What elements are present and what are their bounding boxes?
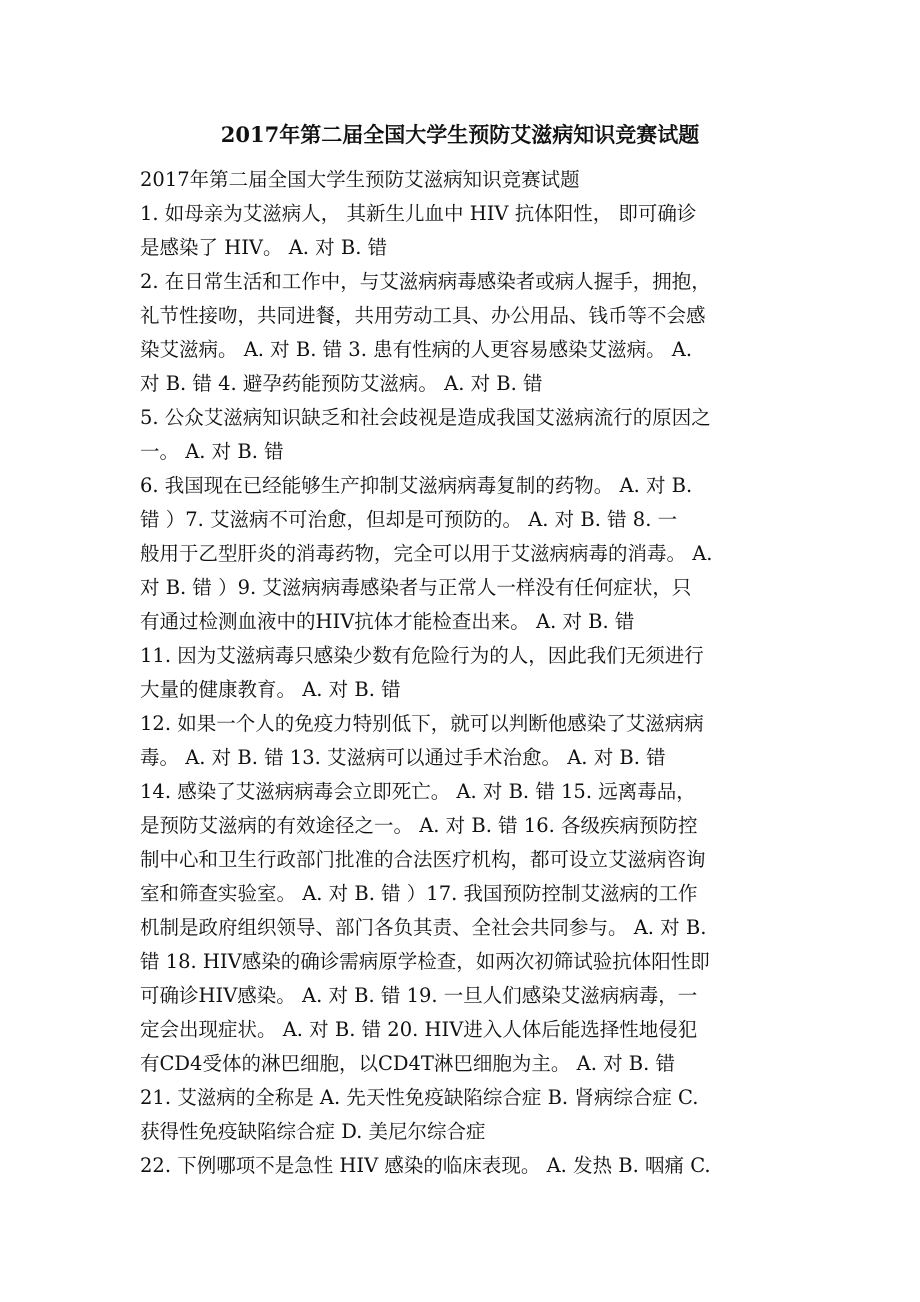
text-line: 14. 感染了艾滋病病毒会立即死亡。 A. 对 B. 错 15. 远离毒品， xyxy=(140,780,696,803)
text-line: 21. 艾滋病的全称是 A. 先天性免疫缺陷综合症 B. 肾病综合症 C. xyxy=(140,1086,699,1109)
text-line: 22. 下例哪项不是急性 HIV 感染的临床表现。 A. 发热 B. 咽痛 C. xyxy=(140,1154,711,1177)
text-line: 礼节性接吻，共同进餐，共用劳动工具、办公用品、钱币等不会感 xyxy=(140,304,706,327)
document-title: 2017年第二届全国大学生预防艾滋病知识竞赛试题 xyxy=(220,122,700,147)
text-line: 有CD4受体的淋巴细胞，以CD4T淋巴细胞为主。 A. 对 B. 错 xyxy=(140,1052,676,1075)
text-line: 是感染了 HIV。 A. 对 B. 错 xyxy=(140,236,388,259)
text-line: 般用于乙型肝炎的消毒药物，完全可以用于艾滋病病毒的消毒。 A. xyxy=(140,542,713,565)
text-line: 大量的健康教育。 A. 对 B. 错 xyxy=(140,678,401,701)
text-line: 一。 A. 对 B. 错 xyxy=(140,440,284,463)
text-line: 1. 如母亲为艾滋病人， 其新生儿血中 HIV 抗体阳性， 即可确诊 xyxy=(140,202,697,225)
text-line: 错 ）7. 艾滋病不可治愈，但却是可预防的。 A. 对 B. 错 8. 一 xyxy=(140,508,678,531)
text-line: 室和筛查实验室。 A. 对 B. 错 ）17. 我国预防控制艾滋病的工作 xyxy=(140,882,698,905)
text-line: 2. 在日常生活和工作中，与艾滋病病毒感染者或病人握手，拥抱， xyxy=(140,270,711,293)
text-line: 可确诊HIV感染。 A. 对 B. 错 19. 一旦人们感染艾滋病病毒，一 xyxy=(140,984,698,1007)
text-line: 毒。 A. 对 B. 错 13. 艾滋病可以通过手术治愈。 A. 对 B. 错 xyxy=(140,746,666,769)
text-line: 2017年第二届全国大学生预防艾滋病知识竞赛试题 xyxy=(140,168,580,191)
text-line: 对 B. 错 4. 避孕药能预防艾滋病。 A. 对 B. 错 xyxy=(140,372,543,395)
text-line: 12. 如果一个人的免疫力特别低下，就可以判断他感染了艾滋病病 xyxy=(140,712,704,735)
text-line: 错 18. HIV感染的确诊需病原学检查，如两次初筛试验抗体阳性即 xyxy=(140,950,710,973)
document-body xyxy=(140,163,780,1183)
text-line: 机制是政府组织领导、部门各负其责、全社会共同参与。 A. 对 B. xyxy=(140,916,707,939)
text-line: 5. 公众艾滋病知识缺乏和社会歧视是造成我国艾滋病流行的原因之 xyxy=(140,406,711,429)
text-line: 制中心和卫生行政部门批准的合法医疗机构，都可设立艾滋病咨询 xyxy=(140,848,706,871)
text-line: 染艾滋病。 A. 对 B. 错 3. 患有性病的人更容易感染艾滋病。 A. xyxy=(140,338,693,361)
text-line: 有通过检测血液中的HIV抗体才能检查出来。 A. 对 B. 错 xyxy=(140,610,635,633)
text-line: 11. 因为艾滋病毒只感染少数有危险行为的人，因此我们无须进行 xyxy=(140,644,704,667)
text-line: 是预防艾滋病的有效途径之一。 A. 对 B. 错 16. 各级疾病预防控 xyxy=(140,814,698,837)
text-line: 6. 我国现在已经能够生产抑制艾滋病病毒复制的药物。 A. 对 B. xyxy=(140,474,693,497)
text-line: 获得性免疫缺陷综合症 D. 美尼尔综合症 xyxy=(140,1120,486,1143)
text-line: 定会出现症状。 A. 对 B. 错 20. HIV进入人体后能选择性地侵犯 xyxy=(140,1018,698,1041)
text-line: 对 B. 错 ）9. 艾滋病病毒感染者与正常人一样没有任何症状，只 xyxy=(140,576,692,599)
